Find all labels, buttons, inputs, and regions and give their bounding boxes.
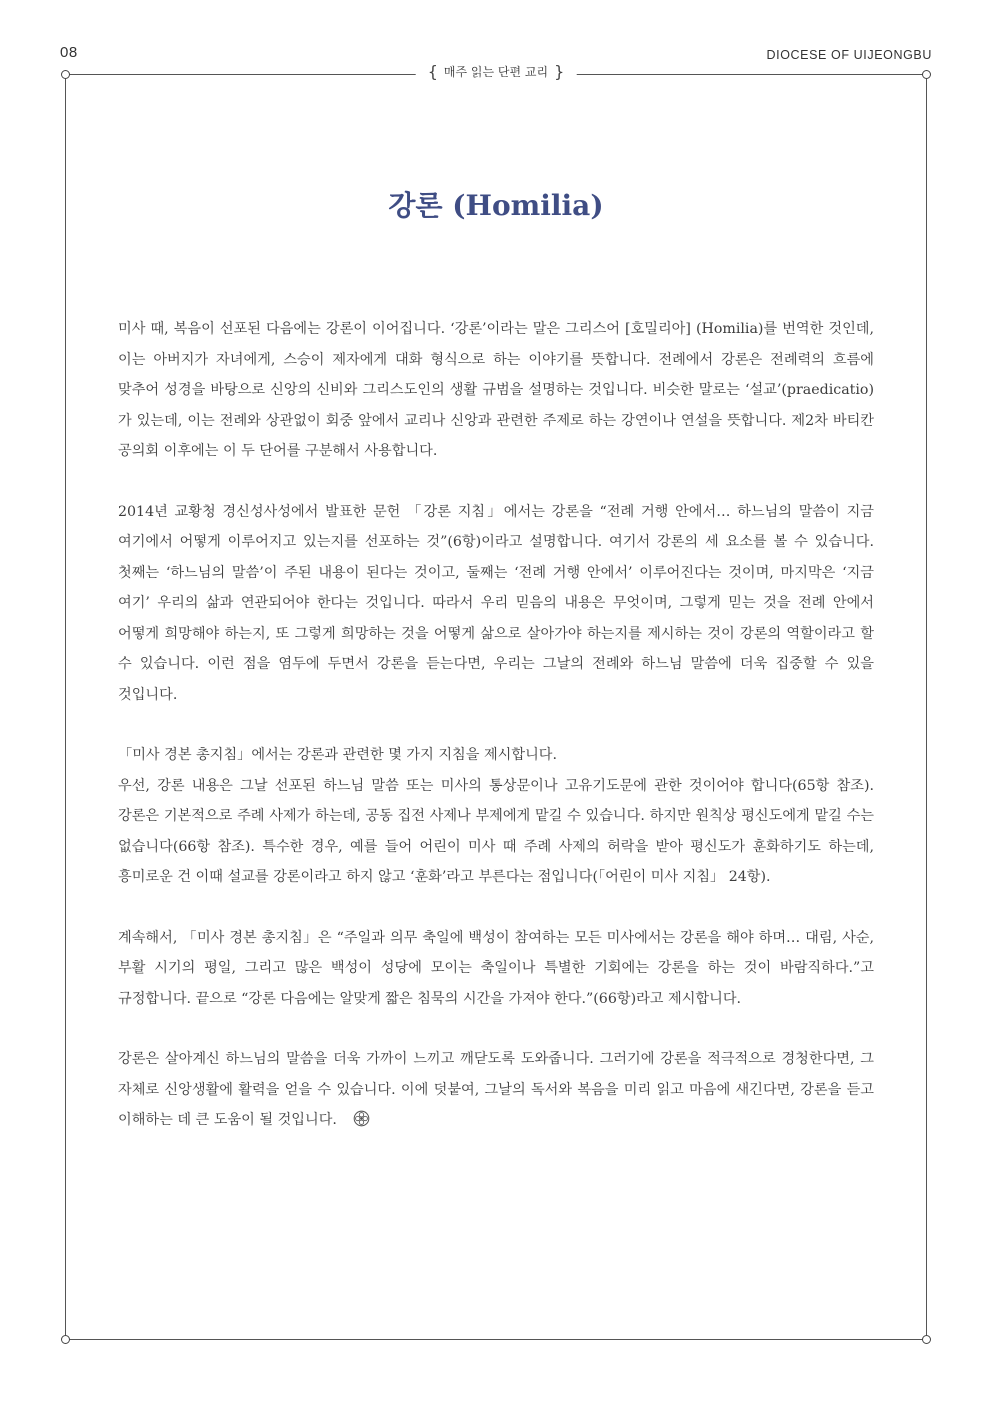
article-title: 강론 (Homilia) xyxy=(388,189,604,222)
paragraph-3: 「미사 경본 총지침」에서는 강론과 관련한 몇 가지 지침을 제시합니다. xyxy=(118,747,558,763)
frame-corner-bottom-left xyxy=(61,1335,70,1344)
publisher-name: DIOCESE OF UIJEONGBU xyxy=(766,48,932,62)
paragraph-5: 계속해서, 「미사 경본 총지침」은 “주일과 의무 축일에 백성이 참여하는 모든 미사에서는 강론을 해야 하며… 대림, 사순, 부활 시기의 평일, 그리고 많은 백성이 성당에 모이는 축일이나 특별한 기회에는 강론을 하는 것이 바람직하다.”고 규정합니다. 끝으로 “강론 다음에는 알맞게 짧은 침묵의 시간을 가져야 한다.”(66항)라고 제시합니다. xyxy=(118,929,874,1007)
frame-corner-bottom-right xyxy=(922,1335,931,1344)
right-brace-icon: } xyxy=(554,62,565,81)
frame-corner-top-right xyxy=(922,70,931,79)
frame-corner-top-left xyxy=(61,70,70,79)
rosette-end-mark-icon xyxy=(353,1110,370,1127)
paragraph-2: 2014년 교황청 경신성사성에서 발표한 문헌 「강론 지침」에서는 강론을 “전례 거행 안에서… 하느님의 말씀이 지금 여기에서 어떻게 이루어지고 있는지를 선포하는 것”(6항)이라고 설명합니다. 여기서 강론의 세 요소를 볼 수 있습니다. 첫째는 ‘하느님의 말씀’이 주된 내용이 된다는 것이고, 둘째는 ‘전례 거행 안에서’ 이루어진다는 것이며, 마지막은 ‘지금 여기’ 우리의 삶과 연관되어야 한다는 것입니다. 따라서 우리 믿음의 내용은 무엇이며, 그렇게 믿는 것을 전례 안에서 어떻게 희망해야 하는지, 또 그렇게 희망하는 것을 어떻게 삶으로 살아가야 하는지를 제시하는 것이 강론의 역할이라고 할 수 있습니다. 이런 점을 염두에 두면서 강론을 듣는다면, 우리는 그날의 전례와 하느님 말씀에 더욱 집중할 수 있을 것입니다. xyxy=(118,503,874,703)
page-number: 08 xyxy=(60,44,78,61)
series-title: 매주 읽는 단편 교리 xyxy=(443,65,549,79)
paragraph-6 xyxy=(118,1044,874,1136)
paragraph-6-text: 강론은 살아계신 하느님의 말씀을 더욱 가까이 느끼고 깨닫도록 도와줍니다. 그러기에 강론을 적극적으로 경청한다면, 그 자체로 신앙생활에 활력을 얻을 수 있습니다. 이에 덧붙여, 그날의 독서와 복음을 미리 읽고 마음에 새긴다면, 강론을 듣고 이해하는 데 큰 도움이 될 것입니다. xyxy=(118,1051,874,1128)
series-title-header xyxy=(416,62,577,81)
left-brace-icon: { xyxy=(427,62,438,81)
paragraph-1: 미사 때, 복음이 선포된 다음에는 강론이 이어집니다. ‘강론’이라는 말은 그리스어 [호밀리아] (Homilia)를 번역한 것인데, 이는 아버지가 자녀에게, 스승이 제자에게 대화 형식으로 하는 이야기를 뜻합니다. 전례에서 강론은 전례력의 흐름에 맞추어 성경을 바탕으로 신앙의 신비와 그리스도인의 생활 규범을 설명하는 것입니다. 비슷한 말로는 ‘설교’(praedicatio)가 있는데, 이는 전례와 상관없이 회중 앞에서 교리나 신앙과 관련한 주제로 하는 강연이나 연설을 뜻합니다. 제2차 바티칸 공의회 이후에는 이 두 단어를 구분해서 사용합니다. xyxy=(118,321,874,459)
article-body xyxy=(118,314,874,1166)
paragraph-4: 우선, 강론 내용은 그날 선포된 하느님 말씀 또는 미사의 통상문이나 고유기도문에 관한 것이어야 합니다(65항 참조). 강론은 기본적으로 주례 사제가 하는데, 공동 집전 사제나 부제에게 맡길 수 있습니다. 하지만 원칙상 평신도에게 맡길 수는 없습니다(66항 참조). 특수한 경우, 예를 들어 어린이 미사 때 주례 사제의 허락을 받아 평신도가 훈화하기도 하는데, 흥미로운 건 이때 설교를 강론이라고 하지 않고 ‘훈화’라고 부른다는 점입니다(「어린이 미사 지침」 24항). xyxy=(118,777,874,885)
